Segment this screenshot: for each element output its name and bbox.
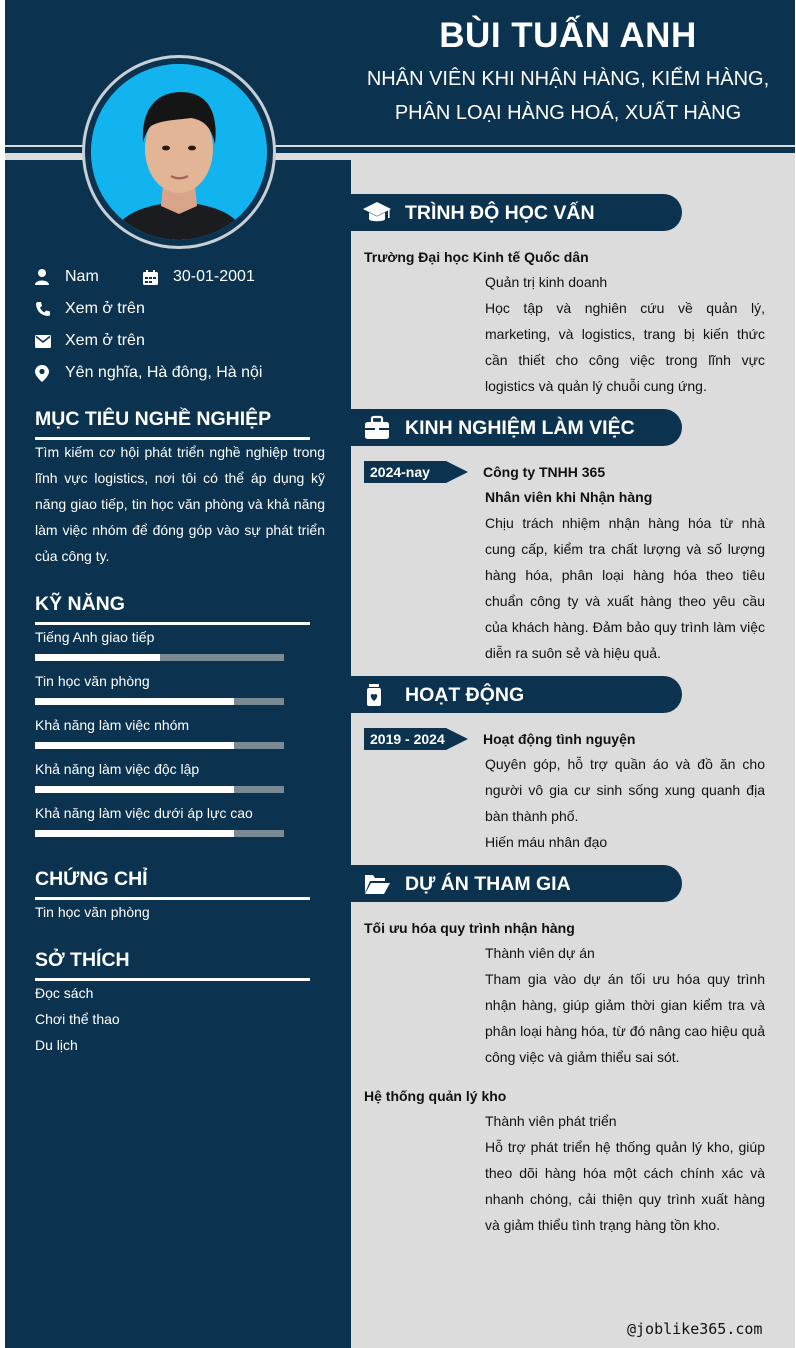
projects-heading-bar [351,865,682,902]
skill-item [35,717,284,749]
footer-watermark: @joblike365.com [627,1320,763,1338]
skill-label: Khả năng làm việc dưới áp lực cao [35,805,253,821]
briefcase-icon [363,414,391,442]
major: Quản trị kinh doanh [485,274,608,290]
skill-item [35,673,284,705]
heart-jar-icon [363,681,391,709]
experience-period: 2024-nay [370,464,430,480]
resume-page [5,0,795,1348]
project-description: Tham gia vào dự án tối ưu hóa quy trình nhận hàng, giúp giảm thời gian kiểm tra và phân loại hàng hóa, từ đó nâng cao hiệu quả công việc và giảm thiểu sai sót. [485,971,765,1065]
skill-bar [35,698,284,705]
certificate-item: Tin học văn phòng [35,904,150,920]
project-name: Hệ thống quản lý kho [364,1088,507,1104]
calendar-icon [143,270,173,285]
job-title-line-2: PHÂN LOẠI HÀNG HOÁ, XUẤT HÀNG [394,102,742,124]
phone-icon [35,301,65,317]
skills-heading: KỸ NĂNG [35,593,310,625]
activity-title: Hoạt động tình nguyện [483,731,636,747]
skill-bar-fill [35,698,234,705]
objective-text: Tìm kiếm cơ hội phát triển nghề nghiệp trong lĩnh vực logistics, nơi tôi có thể áp dụng kỹ năng giao tiếp, tin học văn phòng và khả năng làm việc nhóm để đóng góp vào sự phát triển của công ty. [35,444,325,564]
dob-value: 30-01-2001 [173,268,255,285]
phone-row [35,298,145,320]
skill-bar-fill [35,786,234,793]
location-pin-icon [35,365,65,382]
envelope-icon [35,335,65,348]
avatar-frame [82,55,276,249]
project-role: Thành viên phát triển [485,1113,617,1129]
projects-heading: DỰ ÁN THAM GIA [405,873,571,895]
certificates-heading: CHỨNG CHỈ [35,868,310,900]
skill-bar [35,830,284,837]
company-name: Công ty TNHH 365 [483,464,606,480]
skill-bar-fill [35,654,160,661]
graduation-cap-icon [363,199,391,227]
candidate-name: BÙI TUẤN ANH [439,16,697,55]
address-row [35,362,262,384]
phone-value: Xem ở trên [65,300,145,317]
email-row [35,330,145,352]
skill-item [35,761,284,793]
hobby-item: Du lịch [35,1037,78,1053]
hobby-item: Đọc sách [35,985,94,1001]
gender-row [35,266,99,288]
activities-heading: HOẠT ĐỘNG [405,684,525,706]
experience-heading-bar [351,409,682,446]
skill-label: Tin học văn phòng [35,673,150,689]
hobbies-heading: SỞ THÍCH [35,949,310,981]
skill-bar-fill [35,830,234,837]
experience-description: Chịu trách nhiệm nhận hàng hóa từ nhà cung cấp, kiểm tra chất lượng và số lượng hàng hóa, phân loại hàng hóa theo tiêu chuẩn công ty và xuất hàng theo yêu cầu của khách hàng. Đảm bảo quy trình làm việc diễn ra suôn sẻ và hiệu quả. [485,515,765,661]
email-value: Xem ở trên [65,332,145,349]
skill-label: Khả năng làm việc độc lập [35,761,200,777]
activity-period: 2019 - 2024 [370,731,445,747]
hobby-item: Chơi thể thao [35,1011,120,1027]
education-heading: TRÌNH ĐỘ HỌC VẤN [405,202,595,224]
job-title [345,62,791,130]
skill-bar [35,742,284,749]
position-title: Nhân viên khi Nhận hàng [485,489,653,505]
skill-bar [35,654,284,661]
skill-bar [35,786,284,793]
project-description: Hỗ trợ phát triển hệ thống quản lý kho, giúp theo dõi hàng hóa một cách chính xác và nhanh chóng, cải thiện quy trình xuất hàng và giảm thiểu tình trạng hàng tồn kho. [485,1139,765,1233]
folder-open-icon [363,870,391,898]
activity-description: Quyên góp, hỗ trợ quần áo và đồ ăn cho người vô gia cư sinh sống xung quanh địa bàn thành phố. [485,756,765,824]
skill-label: Khả năng làm việc nhóm [35,717,190,733]
skill-item [35,629,284,661]
skill-label: Tiếng Anh giao tiếp [35,629,155,645]
address-value: Yên nghĩa, Hà đông, Hà nội [65,364,263,381]
education-description: Học tập và nghiên cứu về quản lý, marketing, và logistics, trang bị kiến thức cần thiết cho công việc trong lĩnh vực logistics và quản lý chuỗi cung ứng. [485,300,765,394]
avatar [91,64,267,240]
project-name: Tối ưu hóa quy trình nhận hàng [364,920,575,936]
activities-heading-bar [351,676,682,713]
person-icon [35,269,65,285]
skill-bar-fill [35,742,234,749]
skill-item [35,805,284,837]
dob-row [143,266,255,288]
sidebar [5,160,351,1348]
job-title-line-1: NHÂN VIÊN KHI NHẬN HÀNG, KIỂM HÀNG, [366,68,770,90]
objective-heading: MỤC TIÊU NGHỀ NGHIỆP [35,408,310,440]
school-name: Trường Đại học Kinh tế Quốc dân [364,249,589,265]
project-role: Thành viên dự án [485,945,595,961]
activity-extra: Hiến máu nhân đạo [485,834,608,850]
gender-value: Nam [65,268,99,285]
experience-heading: KINH NGHIỆM LÀM VIỆC [405,417,635,439]
education-heading-bar [351,194,682,231]
